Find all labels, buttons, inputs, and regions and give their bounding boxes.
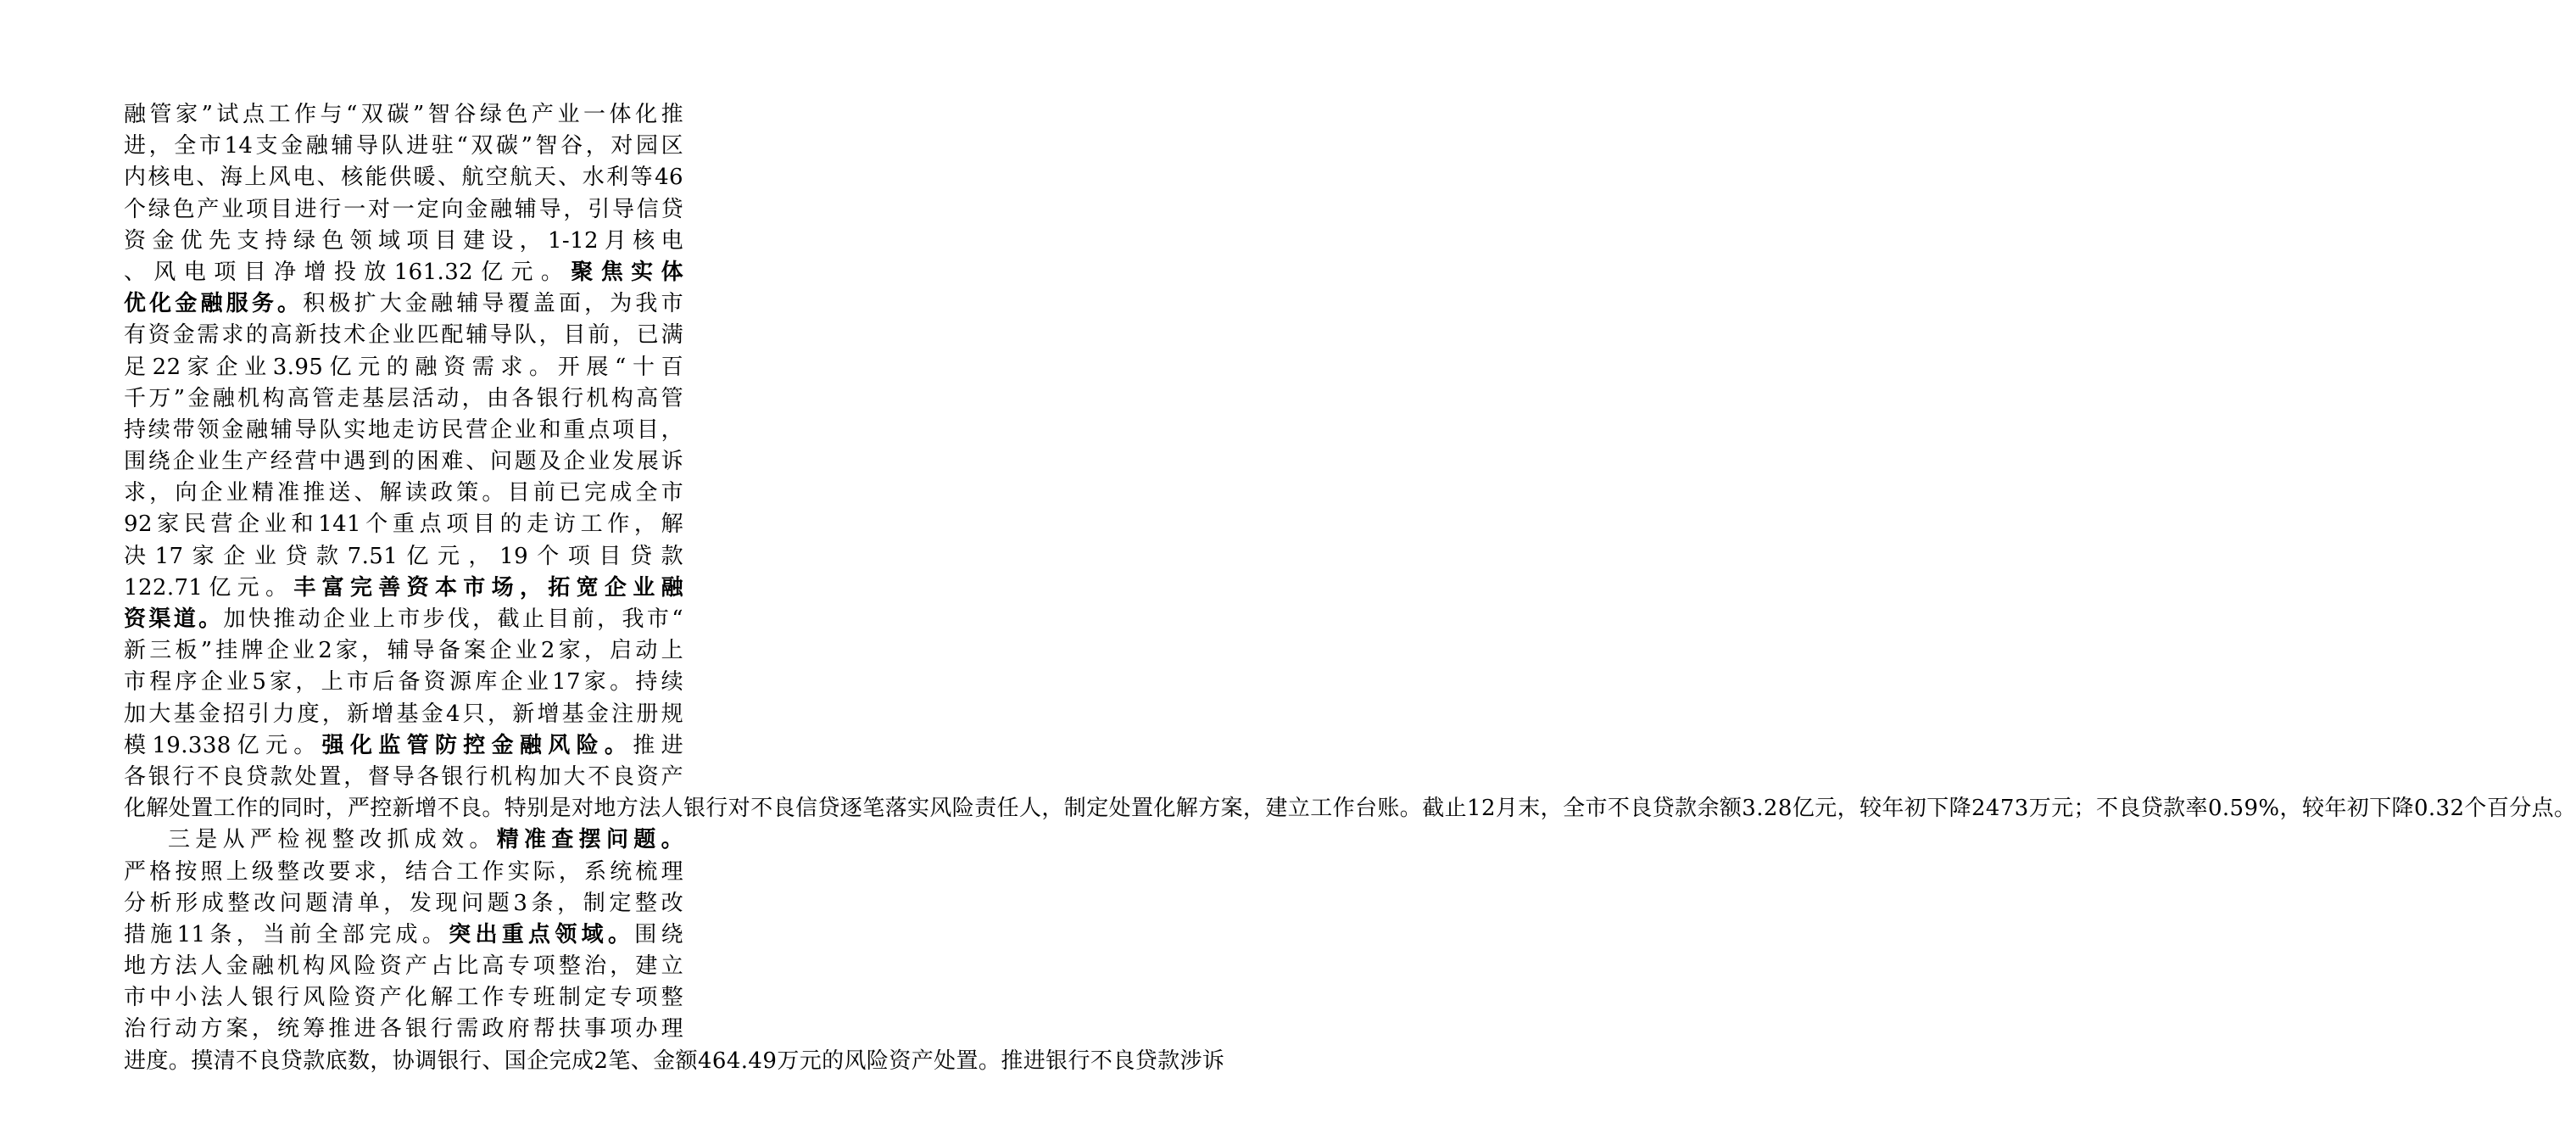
paragraph-2 [124,824,1225,1077]
body-run-text: 市程序企业5家，上市后备资源库企业17家。持续 [124,669,683,696]
text-line [124,730,683,762]
text-line [124,194,683,226]
body-run-text: 三是从严检视整改抓成效。 [168,827,497,853]
text-line [124,793,2576,824]
text-line [124,762,683,793]
paragraph-1 [124,99,2576,824]
bold-heading-text: 聚焦实体 [571,259,683,285]
text-line [124,982,683,1014]
body-run-text: 各银行不良贷款处置，督导各银行机构加大不良资产 [124,763,683,790]
text-line [124,320,683,351]
body-run-text: 融管家”试点工作与“双碳”智谷绿色产业一体化推 [124,102,683,127]
text-line [124,226,683,257]
text-line [124,352,683,383]
body-run-text: 治行动方案，统筹推进各银行需政府帮扶事项办理 [124,1016,683,1042]
body-run-text: 122.71亿元。 [124,574,294,601]
text-line [124,446,683,478]
body-run-text: 千万”金融机构高管走基层活动，由各银行机构高管 [124,385,683,411]
body-run-text: 模19.338亿元。 [124,732,322,758]
body-run-text: 有资金需求的高新技术企业匹配辅导队，目前，已满 [124,322,683,349]
body-run-text: 进度。摸清不良贷款底数，协调银行、国企完成2笔、金额464.49万元的风险资产处置。推进银行不良贷款涉诉 [124,1048,1225,1074]
text-line [124,699,683,730]
text-line [124,99,683,131]
body-run-text: 分析形成整改问题清单，发现问题3条，制定整改 [124,890,683,916]
text-line [124,509,683,540]
body-run-text: 市中小法人银行风险资产化解工作专班制定专项整 [124,985,683,1011]
bold-heading-text: 丰富完善资本市场，拓宽企业融 [293,574,683,601]
body-run-text: 求，向企业精准推送、解读政策。目前已完成全市 [124,480,683,506]
text-line [124,951,683,982]
text-line [124,604,683,635]
bold-heading-text: 精准查摆问题。 [496,827,683,853]
text-line [124,635,683,667]
body-run-text: 持续带领金融辅导队实地走访民营企业和重点项目， [124,416,683,443]
text-line [124,1046,1225,1077]
body-run-text: 、风电项目净增投放161.32亿元。 [124,259,572,285]
body-run-text: 进，全市14支金融辅导队进驻“双碳”智谷，对园区 [124,133,683,159]
text-line [124,541,683,573]
text-line [124,131,683,162]
bold-heading-text: 强化监管防控金融风险。 [321,732,633,758]
body-run-text: 推进 [633,732,683,758]
body-run-text: 围绕企业生产经营中遇到的困难、问题及企业发展诉 [124,449,683,475]
text-line [124,888,683,919]
body-run-text: 足22家企业3.95亿元的融资需求。开展“十百 [124,354,683,380]
body-run-text: 地方法人金融机构风险资产占比高专项整治，建立 [124,953,683,980]
text-line [124,573,683,604]
body-run-text: 围绕 [634,921,683,947]
text-line [124,1014,683,1045]
body-run-text: 加快推动企业上市步伐，截止目前，我市“ [223,606,683,632]
body-run-text: 新三板”挂牌企业2家，辅导备案企业2家，启动上 [124,638,683,664]
text-line [124,415,683,446]
text-line [124,824,683,856]
bold-heading-text: 优化金融服务。 [124,291,304,317]
body-run-text: 92家民营企业和141个重点项目的走访工作，解 [124,511,683,538]
text-line [124,919,683,951]
bold-heading-text: 资渠道。 [124,606,224,632]
text-line [124,667,683,698]
body-run-text: 化解处置工作的同时，严控新增不良。特别是对地方法人银行对不良信贷逐笔落实风险责任人，制定处置化解方案，建立工作台账。截止12月末，全市不良贷款余额3.28亿元，较年初下降2473万元；不良贷款率0.59%，较年初下降0.32个百分点。 [124,796,2576,822]
text-line [124,383,683,415]
body-run-text: 内核电、海上风电、核能供暖、航空航天、水利等46 [124,165,683,191]
text-line [124,257,683,288]
text-line [124,162,683,193]
body-run-text: 加大基金招引力度，新增基金4只，新增基金注册规 [124,701,683,727]
body-run-text: 严格按照上级整改要求，结合工作实际，系统梳理 [124,858,683,885]
bold-heading-text: 突出重点领域。 [449,921,635,947]
body-run-text: 措施11条，当前全部完成。 [124,921,449,947]
body-run-text: 资金优先支持绿色领域项目建设，1-12月核电 [124,227,683,254]
text-line [124,857,683,888]
body-run-text: 个绿色产业项目进行一对一定向金融辅导，引导信贷 [124,196,683,222]
text-line [124,288,683,320]
text-line [124,478,683,509]
body-text [124,99,2576,1077]
body-run-text: 积极扩大金融辅导覆盖面，为我市 [303,291,683,317]
body-run-text: 决17家企业贷款7.51亿元，19个项目贷款 [124,543,683,569]
